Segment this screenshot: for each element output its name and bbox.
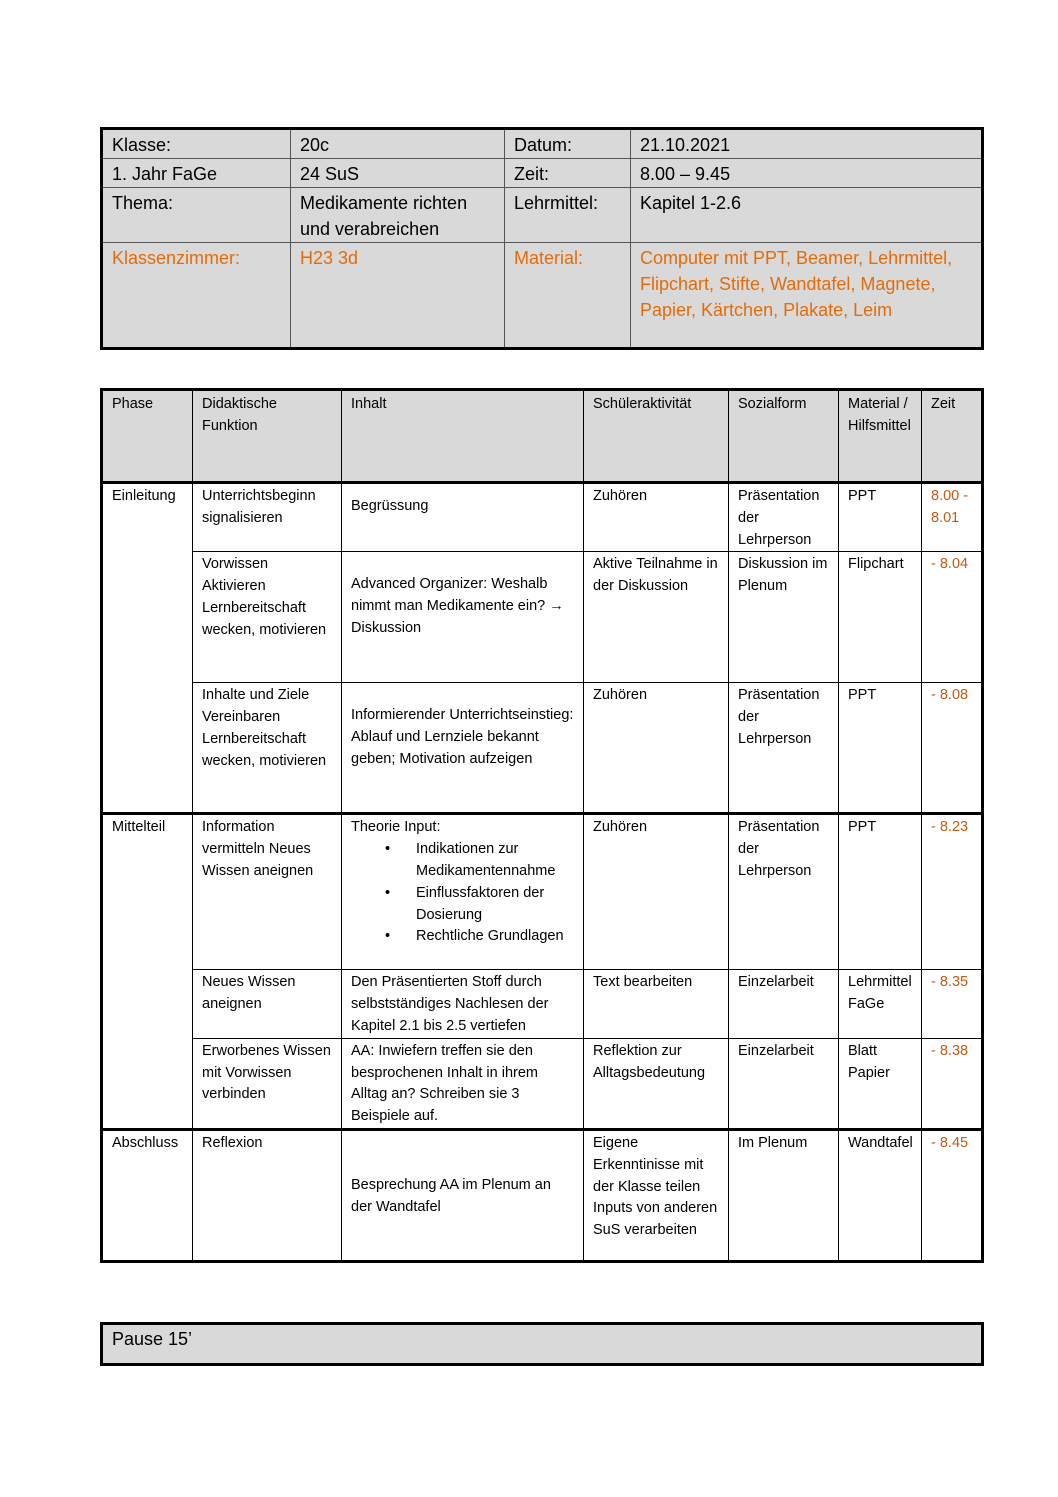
material-cell: PPT	[839, 683, 922, 814]
sozialform-cell: Präsentation der Lehrperson	[729, 483, 839, 552]
header-value: 20c	[291, 129, 505, 159]
zeit-cell: - 8.04	[922, 552, 983, 683]
phase-cell	[102, 970, 193, 1038]
bullet-text: Indikationen zur Medikamentennahme	[416, 841, 556, 879]
bullet-icon: •	[385, 928, 391, 945]
funktion-cell: Vorwissen Aktivieren Lernbereitschaft wecken, motivieren	[193, 552, 342, 683]
list-item	[351, 926, 574, 948]
funktion-cell: Inhalte und Ziele Vereinbaren Lernbereitschaft wecken, motivieren	[193, 683, 342, 814]
inhalt-bullet-list	[351, 839, 574, 948]
header-value: 8.00 – 9.45	[631, 159, 983, 188]
header-row	[102, 129, 983, 159]
header-value: 21.10.2021	[631, 129, 983, 159]
table-row	[102, 683, 983, 814]
aktivitaet-cell: Zuhören	[584, 683, 729, 814]
sozialform-cell: Einzelarbeit	[729, 1038, 839, 1129]
sozialform-cell: Präsentation der Lehrperson	[729, 683, 839, 814]
inhalt-cell: AA: Inwiefern treffen sie den besprochenen Inhalt in ihrem Alltag an? Schreiben sie 3 Beispiele auf.	[342, 1038, 584, 1129]
table-row	[102, 483, 983, 552]
bullet-text: Einflussfaktoren der Dosierung	[416, 884, 545, 923]
material-cell: Lehrmittel FaGe	[839, 970, 922, 1038]
header-label: 1. Jahr FaGe	[102, 159, 291, 188]
aktivitaet-cell: Zuhören	[584, 483, 729, 552]
header-label: Datum:	[505, 129, 631, 159]
sozialform-cell: Einzelarbeit	[729, 970, 839, 1038]
inhalt-cell	[342, 814, 584, 970]
table-row	[102, 1038, 983, 1129]
list-item	[351, 839, 574, 883]
pause-box	[100, 1322, 984, 1366]
lesson-header-table	[100, 127, 984, 350]
column-header: Zeit	[922, 390, 983, 483]
phase-cell: Einleitung	[102, 483, 193, 552]
sozialform-cell: Im Plenum	[729, 1129, 839, 1261]
funktion-cell: Unterrichtsbeginn signalisieren	[193, 483, 342, 552]
header-row	[102, 188, 983, 243]
funktion-cell: Information vermitteln Neues Wissen aneignen	[193, 814, 342, 970]
phase-cell	[102, 1038, 193, 1129]
table-header-row	[102, 390, 983, 483]
material-cell: PPT	[839, 483, 922, 552]
inhalt-cell: Advanced Organizer: Weshalb nimmt man Medikamente ein? → Diskussion	[342, 552, 584, 683]
aktivitaet-cell: Text bearbeiten	[584, 970, 729, 1038]
inhalt-cell: Begrüssung	[342, 483, 584, 552]
table-row	[102, 814, 983, 970]
pause-label: Pause 15’	[112, 1329, 193, 1349]
header-label: Klassenzimmer:	[102, 243, 291, 349]
header-label: Klasse:	[102, 129, 291, 159]
header-value: H23 3d	[291, 243, 505, 349]
column-header: Schüleraktivität	[584, 390, 729, 483]
inhalt-cell: Informierender Unterrichtseinstieg: Ablauf und Lernziele bekannt geben; Motivation aufzeigen	[342, 683, 584, 814]
zeit-cell: - 8.35	[922, 970, 983, 1038]
funktion-cell: Neues Wissen aneignen	[193, 970, 342, 1038]
header-value: Kapitel 1-2.6	[631, 188, 983, 243]
aktivitaet-cell: Aktive Teilnahme in der Diskussion	[584, 552, 729, 683]
lesson-plan-table	[100, 388, 984, 1263]
material-cell: Wandtafel	[839, 1129, 922, 1261]
inhalt-intro: Theorie Input:	[351, 819, 441, 836]
phase-cell	[102, 552, 193, 683]
bullet-icon: •	[385, 884, 391, 901]
aktivitaet-cell: Eigene Erkenntinisse mit der Klasse teilen Inputs von anderen SuS verarbeiten	[584, 1129, 729, 1261]
column-header: Sozialform	[729, 390, 839, 483]
zeit-cell: - 8.45	[922, 1129, 983, 1261]
table-row	[102, 970, 983, 1038]
inhalt-cell: Den Präsentierten Stoff durch selbstständiges Nachlesen der Kapitel 2.1 bis 2.5 vertiefen	[342, 970, 584, 1038]
header-label: Material:	[505, 243, 631, 349]
column-header: Inhalt	[342, 390, 584, 483]
bullet-icon: •	[385, 841, 391, 858]
header-row	[102, 243, 983, 349]
aktivitaet-cell: Zuhören	[584, 814, 729, 970]
header-label: Thema:	[102, 188, 291, 243]
zeit-cell: 8.00 - 8.01	[922, 483, 983, 552]
funktion-cell: Erworbenes Wissen mit Vorwissen verbinden	[193, 1038, 342, 1129]
bullet-text: Rechtliche Grundlagen	[416, 928, 564, 945]
header-value: Computer mit PPT, Beamer, Lehrmittel, Flipchart, Stifte, Wandtafel, Magnete, Papier, Kärtchen, Plakate, Leim	[631, 243, 983, 349]
material-cell: PPT	[839, 814, 922, 970]
column-header: Phase	[102, 390, 193, 483]
phase-cell: Abschluss	[102, 1129, 193, 1261]
funktion-cell: Reflexion	[193, 1129, 342, 1261]
zeit-cell: - 8.38	[922, 1038, 983, 1129]
column-header: Didaktische Funktion	[193, 390, 342, 483]
column-header: Material / Hilfsmittel	[839, 390, 922, 483]
material-cell: Blatt Papier	[839, 1038, 922, 1129]
table-row	[102, 1129, 983, 1261]
aktivitaet-cell: Reflektion zur Alltagsbedeutung	[584, 1038, 729, 1129]
sozialform-cell: Diskussion im Plenum	[729, 552, 839, 683]
phase-cell	[102, 683, 193, 814]
phase-cell: Mittelteil	[102, 814, 193, 970]
header-label: Zeit:	[505, 159, 631, 188]
header-label: Lehrmittel:	[505, 188, 631, 243]
header-value: 24 SuS	[291, 159, 505, 188]
list-item	[351, 883, 574, 927]
inhalt-cell: Besprechung AA im Plenum an der Wandtafel	[342, 1129, 584, 1261]
material-cell: Flipchart	[839, 552, 922, 683]
table-row	[102, 552, 983, 683]
header-value: Medikamente richten und verabreichen	[291, 188, 505, 243]
sozialform-cell: Präsentation der Lehrperson	[729, 814, 839, 970]
zeit-cell: - 8.23	[922, 814, 983, 970]
header-row	[102, 159, 983, 188]
zeit-cell: - 8.08	[922, 683, 983, 814]
